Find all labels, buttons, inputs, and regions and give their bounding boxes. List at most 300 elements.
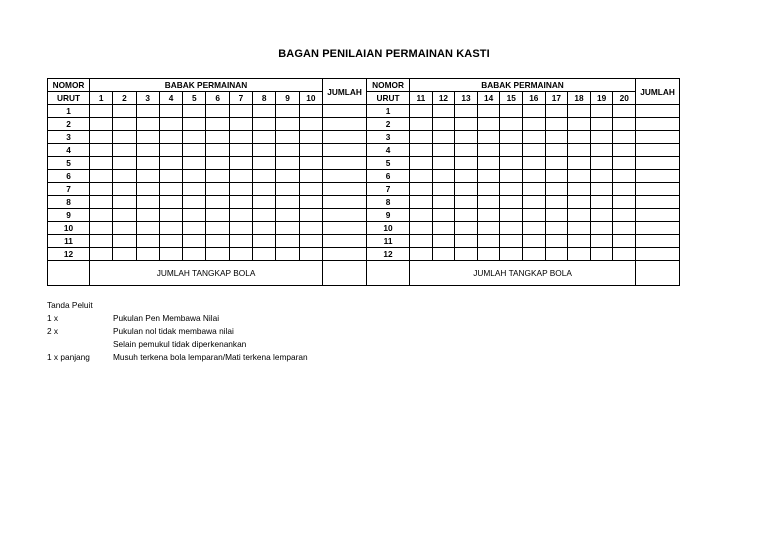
nomor-header: NOMOR: [48, 79, 90, 92]
score-cell: [455, 170, 478, 183]
score-cell: [568, 196, 591, 209]
score-cell: [455, 118, 478, 131]
score-cell: [455, 105, 478, 118]
row-number: 6: [48, 170, 90, 183]
score-cell: [432, 170, 455, 183]
row-number: 1: [48, 105, 90, 118]
score-cell: [159, 157, 182, 170]
score-cell: [523, 222, 546, 235]
score-cell: [276, 235, 299, 248]
score-cell: [410, 118, 433, 131]
score-cell: [500, 248, 523, 261]
score-cell: [545, 170, 568, 183]
jumlah-cell: [323, 144, 367, 157]
note-key: 1 x panjang: [47, 352, 90, 362]
score-cell: [90, 209, 113, 222]
row-number: 6: [367, 170, 410, 183]
note-text: Musuh terkena bola lemparan/Mati terkena lemparan: [113, 352, 308, 362]
babak-number: 10: [299, 92, 322, 105]
score-cell: [545, 131, 568, 144]
babak-number: 1: [90, 92, 113, 105]
score-cell: [500, 144, 523, 157]
jumlah-cell: [636, 248, 680, 261]
jumlah-cell: [323, 157, 367, 170]
score-cell: [545, 196, 568, 209]
score-cell: [455, 131, 478, 144]
score-cell: [276, 183, 299, 196]
score-cell: [613, 196, 636, 209]
score-cell: [299, 196, 322, 209]
score-cell: [253, 118, 276, 131]
row-number: 3: [48, 131, 90, 144]
score-cell: [568, 222, 591, 235]
score-cell: [545, 209, 568, 222]
score-cell: [113, 131, 136, 144]
babak-number: 7: [229, 92, 252, 105]
score-cell: [613, 222, 636, 235]
table-row: [48, 157, 680, 170]
score-cell: [183, 196, 206, 209]
note-key: [47, 338, 113, 351]
score-cell: [113, 248, 136, 261]
row-number: 8: [48, 196, 90, 209]
score-cell: [455, 183, 478, 196]
score-cell: [206, 118, 229, 131]
score-cell: [545, 118, 568, 131]
jumlah-cell: [636, 209, 680, 222]
score-cell: [545, 144, 568, 157]
score-cell: [477, 183, 500, 196]
score-cell: [183, 222, 206, 235]
score-cell: [568, 235, 591, 248]
score-cell: [613, 235, 636, 248]
score-cell: [90, 183, 113, 196]
score-cell: [136, 157, 159, 170]
score-cell: [590, 196, 613, 209]
score-cell: [276, 209, 299, 222]
score-cell: [206, 196, 229, 209]
score-cell: [253, 209, 276, 222]
table-row: [48, 222, 680, 235]
score-cell: [229, 105, 252, 118]
babak-number: 19: [590, 92, 613, 105]
score-cell: [276, 131, 299, 144]
score-cell: [568, 105, 591, 118]
score-cell: [113, 144, 136, 157]
score-cell: [183, 248, 206, 261]
babak-number: 11: [410, 92, 433, 105]
score-cell: [229, 248, 252, 261]
score-cell: [90, 248, 113, 261]
score-cell: [159, 222, 182, 235]
total-jumlah-cell: [636, 261, 680, 286]
score-cell: [299, 235, 322, 248]
row-number: 11: [367, 235, 410, 248]
score-cell: [206, 131, 229, 144]
score-cell: [159, 144, 182, 157]
babak-header: BABAK PERMAINAN: [90, 79, 323, 92]
row-number: 4: [367, 144, 410, 157]
row-number: 7: [48, 183, 90, 196]
score-cell: [568, 131, 591, 144]
score-cell: [90, 131, 113, 144]
score-cell: [206, 209, 229, 222]
score-cell: [477, 170, 500, 183]
score-cell: [523, 196, 546, 209]
score-cell: [568, 209, 591, 222]
score-cell: [613, 209, 636, 222]
score-cell: [136, 248, 159, 261]
urut-header: URUT: [48, 92, 90, 105]
score-cell: [206, 144, 229, 157]
score-cell: [410, 248, 433, 261]
score-cell: [276, 157, 299, 170]
score-cell: [229, 170, 252, 183]
table-row: [48, 235, 680, 248]
babak-number: 17: [545, 92, 568, 105]
score-cell: [500, 105, 523, 118]
babak-number: 12: [432, 92, 455, 105]
score-cell: [299, 248, 322, 261]
score-cell: [432, 209, 455, 222]
note-text: Pukulan Pen Membawa Nilai: [113, 313, 220, 323]
score-cell: [590, 105, 613, 118]
jumlah-cell: [636, 183, 680, 196]
score-cell: [276, 196, 299, 209]
score-cell: [410, 105, 433, 118]
score-cell: [159, 170, 182, 183]
score-cell: [276, 222, 299, 235]
table-row: [48, 170, 680, 183]
score-cell: [500, 209, 523, 222]
score-cell: [206, 105, 229, 118]
babak-number: 3: [136, 92, 159, 105]
score-cell: [455, 196, 478, 209]
score-cell: [159, 209, 182, 222]
note-item: [47, 312, 308, 325]
score-cell: [613, 157, 636, 170]
table-row: [48, 131, 680, 144]
babak-number: 5: [183, 92, 206, 105]
babak-number: 20: [613, 92, 636, 105]
score-cell: [545, 157, 568, 170]
score-cell: [113, 118, 136, 131]
row-number: 2: [48, 118, 90, 131]
score-cell: [613, 170, 636, 183]
score-cell: [159, 235, 182, 248]
score-cell: [183, 170, 206, 183]
score-cell: [545, 248, 568, 261]
score-cell: [136, 170, 159, 183]
score-cell: [136, 105, 159, 118]
score-cell: [229, 144, 252, 157]
score-cell: [500, 222, 523, 235]
score-cell: [477, 157, 500, 170]
score-cell: [206, 157, 229, 170]
score-cell: [253, 248, 276, 261]
row-number: 12: [367, 248, 410, 261]
jumlah-cell: [636, 235, 680, 248]
score-cell: [455, 209, 478, 222]
total-label: JUMLAH TANGKAP BOLA: [90, 261, 323, 286]
jumlah-cell: [636, 105, 680, 118]
score-cell: [590, 118, 613, 131]
score-cell: [90, 105, 113, 118]
score-cell: [229, 118, 252, 131]
table-row: [48, 105, 680, 118]
score-cell: [590, 248, 613, 261]
score-cell: [206, 222, 229, 235]
note-item: [47, 338, 308, 351]
score-cell: [253, 105, 276, 118]
score-cell: [183, 235, 206, 248]
score-cell: [410, 209, 433, 222]
score-cell: [159, 131, 182, 144]
note-key: 2 x: [47, 326, 59, 336]
score-cell: [253, 183, 276, 196]
babak-number: 6: [206, 92, 229, 105]
score-cell: [276, 248, 299, 261]
score-cell: [299, 157, 322, 170]
score-cell: [206, 170, 229, 183]
score-cell: [455, 144, 478, 157]
score-cell: [523, 170, 546, 183]
score-cell: [183, 209, 206, 222]
jumlah-cell: [636, 157, 680, 170]
score-cell: [90, 222, 113, 235]
score-cell: [523, 118, 546, 131]
score-cell: [183, 105, 206, 118]
row-number: 9: [367, 209, 410, 222]
score-cell: [159, 248, 182, 261]
score-cell: [477, 144, 500, 157]
score-cell: [113, 235, 136, 248]
row-number: 9: [48, 209, 90, 222]
score-cell: [432, 235, 455, 248]
score-cell: [545, 235, 568, 248]
notes-heading: Tanda Peluit: [47, 300, 93, 310]
score-cell: [477, 196, 500, 209]
score-cell: [229, 157, 252, 170]
score-cell: [455, 222, 478, 235]
row-number: 1: [367, 105, 410, 118]
score-cell: [113, 170, 136, 183]
score-cell: [299, 144, 322, 157]
jumlah-cell: [323, 170, 367, 183]
score-cell: [90, 235, 113, 248]
score-cell: [568, 248, 591, 261]
score-cell: [253, 170, 276, 183]
note-text: Pukulan nol tidak membawa nilai: [113, 326, 234, 336]
score-cell: [590, 144, 613, 157]
score-cell: [500, 235, 523, 248]
score-cell: [432, 248, 455, 261]
score-cell: [90, 170, 113, 183]
score-cell: [477, 209, 500, 222]
table-row: [48, 144, 680, 157]
row-number: 2: [367, 118, 410, 131]
jumlah-cell: [323, 248, 367, 261]
score-cell: [500, 131, 523, 144]
score-cell: [523, 105, 546, 118]
score-cell: [410, 131, 433, 144]
row-number: 10: [48, 222, 90, 235]
score-cell: [500, 157, 523, 170]
babak-number: 2: [113, 92, 136, 105]
empty-cell: [48, 261, 90, 286]
table-row: [48, 209, 680, 222]
score-cell: [455, 157, 478, 170]
score-cell: [276, 144, 299, 157]
score-cell: [159, 196, 182, 209]
score-cell: [253, 157, 276, 170]
jumlah-cell: [636, 131, 680, 144]
row-number: 11: [48, 235, 90, 248]
score-cell: [253, 196, 276, 209]
babak-number: 14: [477, 92, 500, 105]
score-cell: [613, 105, 636, 118]
score-cell: [568, 118, 591, 131]
row-number: 12: [48, 248, 90, 261]
score-cell: [299, 222, 322, 235]
score-cell: [229, 209, 252, 222]
score-cell: [136, 183, 159, 196]
score-cell: [523, 183, 546, 196]
score-cell: [545, 183, 568, 196]
note-item: [47, 351, 308, 364]
score-cell: [410, 157, 433, 170]
jumlah-cell: [636, 196, 680, 209]
babak-number: 9: [276, 92, 299, 105]
score-cell: [113, 157, 136, 170]
score-cell: [432, 157, 455, 170]
score-cell: [253, 222, 276, 235]
score-cell: [432, 118, 455, 131]
score-cell: [90, 144, 113, 157]
babak-number: 18: [568, 92, 591, 105]
babak-number: 8: [253, 92, 276, 105]
row-number: 8: [367, 196, 410, 209]
note-key: 1 x: [47, 313, 59, 323]
score-cell: [183, 183, 206, 196]
score-cell: [477, 235, 500, 248]
score-cell: [613, 118, 636, 131]
jumlah-cell: [636, 222, 680, 235]
score-cell: [410, 144, 433, 157]
score-cell: [523, 248, 546, 261]
total-jumlah-cell: [323, 261, 367, 286]
score-cell: [590, 209, 613, 222]
score-cell: [410, 196, 433, 209]
jumlah-cell: [323, 131, 367, 144]
score-cell: [410, 222, 433, 235]
score-cell: [253, 144, 276, 157]
score-cell: [136, 144, 159, 157]
row-number: 3: [367, 131, 410, 144]
babak-number: 4: [159, 92, 182, 105]
score-cell: [500, 183, 523, 196]
score-cell: [183, 157, 206, 170]
score-cell: [90, 157, 113, 170]
score-cell: [90, 196, 113, 209]
score-cell: [613, 183, 636, 196]
score-cell: [545, 105, 568, 118]
score-cell: [229, 131, 252, 144]
score-cell: [568, 170, 591, 183]
score-cell: [477, 131, 500, 144]
score-cell: [410, 235, 433, 248]
score-cell: [299, 183, 322, 196]
score-cell: [206, 248, 229, 261]
score-cell: [229, 183, 252, 196]
score-cell: [432, 131, 455, 144]
score-cell: [568, 183, 591, 196]
score-cell: [136, 209, 159, 222]
score-cell: [568, 157, 591, 170]
jumlah-cell: [323, 196, 367, 209]
score-cell: [590, 131, 613, 144]
row-number: 4: [48, 144, 90, 157]
nomor-header: NOMOR: [367, 79, 410, 92]
jumlah-header: JUMLAH: [636, 79, 680, 105]
score-cell: [432, 196, 455, 209]
row-number: 7: [367, 183, 410, 196]
babak-number: 16: [523, 92, 546, 105]
babak-header: BABAK PERMAINAN: [410, 79, 636, 92]
score-cell: [590, 183, 613, 196]
score-cell: [299, 209, 322, 222]
score-cell: [477, 105, 500, 118]
score-cell: [432, 222, 455, 235]
score-cell: [90, 118, 113, 131]
empty-cell: [367, 261, 410, 286]
jumlah-cell: [636, 144, 680, 157]
score-cell: [159, 183, 182, 196]
score-cell: [477, 222, 500, 235]
score-cell: [613, 248, 636, 261]
score-cell: [545, 222, 568, 235]
score-cell: [523, 131, 546, 144]
jumlah-cell: [636, 118, 680, 131]
score-cell: [276, 105, 299, 118]
jumlah-cell: [323, 183, 367, 196]
notes-section: [47, 299, 308, 364]
score-cell: [568, 144, 591, 157]
score-cell: [299, 118, 322, 131]
score-cell: [113, 183, 136, 196]
babak-number: 15: [500, 92, 523, 105]
score-cell: [276, 170, 299, 183]
score-cell: [613, 144, 636, 157]
score-cell: [206, 235, 229, 248]
table-row: [48, 183, 680, 196]
row-number: 5: [48, 157, 90, 170]
score-cell: [136, 222, 159, 235]
score-cell: [159, 105, 182, 118]
score-cell: [299, 131, 322, 144]
score-cell: [613, 131, 636, 144]
row-number: 5: [367, 157, 410, 170]
score-cell: [523, 157, 546, 170]
score-cell: [206, 183, 229, 196]
score-cell: [183, 144, 206, 157]
score-cell: [276, 118, 299, 131]
score-cell: [590, 222, 613, 235]
jumlah-cell: [323, 105, 367, 118]
score-cell: [136, 118, 159, 131]
score-cell: [136, 235, 159, 248]
jumlah-cell: [636, 170, 680, 183]
